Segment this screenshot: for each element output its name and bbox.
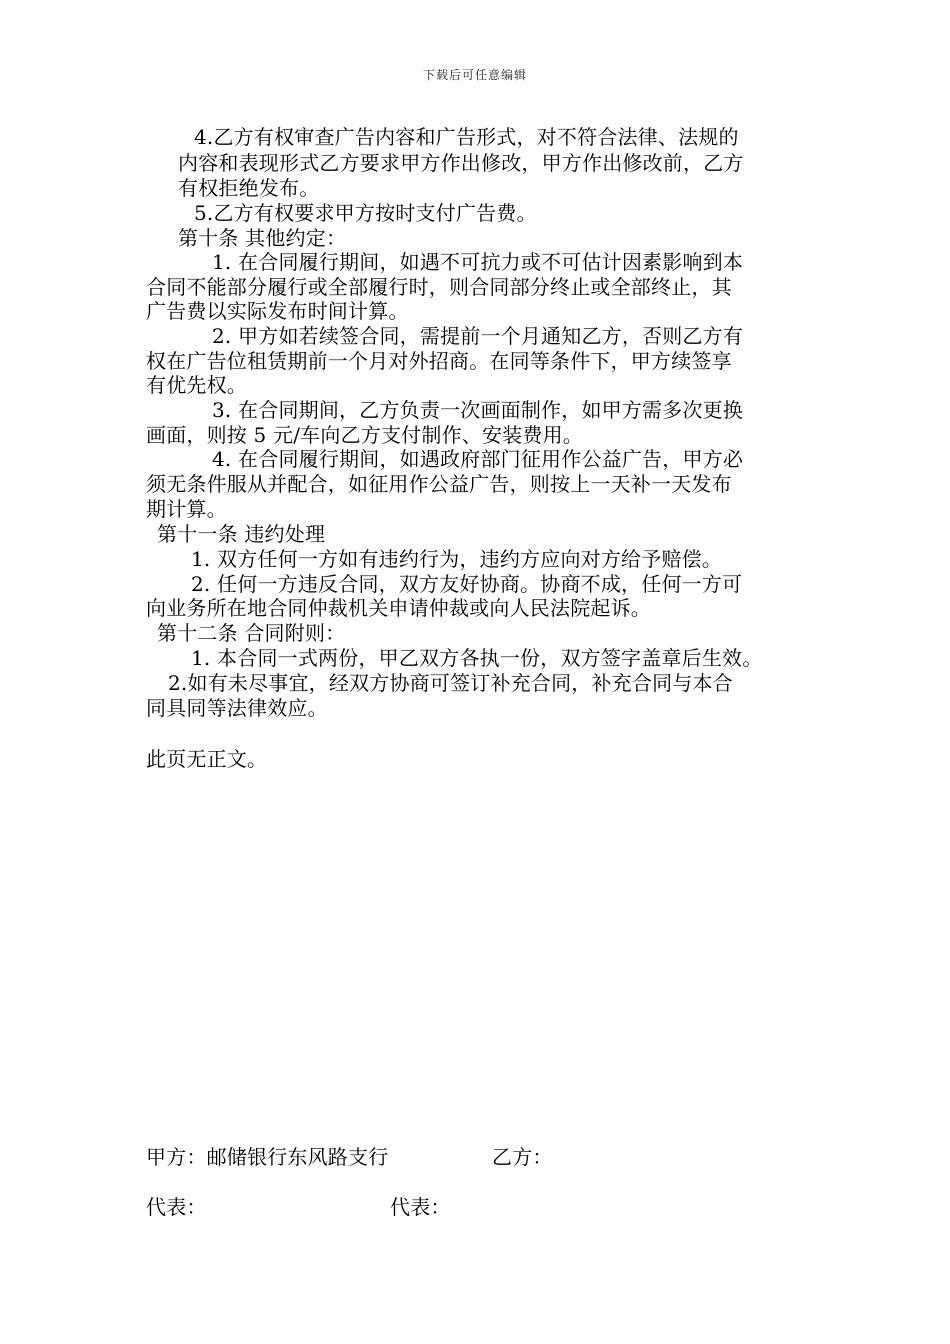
party-b-label: 乙方：: [492, 1145, 553, 1169]
clause-10-item-2-line-3: 有优先权。: [146, 373, 247, 397]
clause-9-item-4-line-3: 有权拒绝发布。: [178, 176, 320, 200]
clause-11-item-1-line-1: 1. 双方任何一方如有违约行为，违约方应向对方给予赔偿。: [191, 547, 723, 571]
party-a-label: 甲方：邮储银行东风路支行: [146, 1145, 389, 1169]
clause-9-item-5-line-1: 5.乙方有权要求甲方按时支付广告费。: [194, 201, 537, 225]
clause-10-item-4-line-2: 须无条件服从并配合，如征用作公益广告，则按上一天补一天发布: [146, 472, 732, 496]
clause-10-item-3-line-1: 3. 在合同期间，乙方负责一次画面制作，如甲方需多次更换: [212, 398, 744, 422]
clause-9-item-4-line-2: 内容和表现形式乙方要求甲方作出修改，甲方作出修改前，乙方: [178, 151, 744, 175]
clause-10-item-2-line-1: 2. 甲方如若续签合同，需提前一个月通知乙方，否则乙方有: [212, 324, 744, 348]
clause-9-item-4-line-1: 4.乙方有权审查广告内容和广告形式，对不符合法律、法规的: [194, 125, 739, 149]
clause-11-title: 第十一条 违约处理: [157, 522, 326, 546]
clause-10-title: 第十条 其他约定：: [178, 226, 347, 250]
party-a-representative-label: 代表：: [146, 1195, 207, 1219]
clause-10-item-4-line-1: 4. 在合同履行期间，如遇政府部门征用作公益广告，甲方必: [212, 447, 744, 471]
party-b-representative-label: 代表：: [390, 1195, 451, 1219]
clause-11-item-2-line-2: 向业务所在地合同仲裁机关申请仲裁或向人民法院起诉。: [146, 596, 651, 620]
clause-12-item-1-line-1: 1. 本合同一式两份，甲乙双方各执一份，双方签字盖章后生效。: [191, 646, 763, 670]
clause-12-item-2-line-2: 同具同等法律效应。: [146, 696, 328, 720]
clause-12-item-2-line-1: 2.如有未尽事宜，经双方协商可签订补充合同，补充合同与本合: [168, 671, 733, 695]
clause-12-title: 第十二条 合同附则：: [157, 621, 346, 645]
clause-10-item-1-line-3: 广告费以实际发布时间计算。: [146, 299, 409, 323]
clause-10-item-1-line-1: 1. 在合同履行期间，如遇不可抗力或不可估计因素影响到本: [212, 250, 744, 274]
page-header: 下载后可任意编辑: [422, 68, 527, 82]
clause-10-item-4-line-3: 期计算。: [146, 497, 227, 521]
clause-11-item-2-line-1: 2. 任何一方违反合同，双方友好协商。协商不成，任何一方可: [191, 572, 743, 596]
clause-10-item-2-line-2: 权在广告位租赁期前一个月对外招商。在同等条件下，甲方续签享: [146, 349, 732, 373]
no-text-note: 此页无正文。: [146, 747, 268, 771]
clause-10-item-1-line-2: 合同不能部分履行或全部履行时，则合同部分终止或全部终止，其: [146, 275, 732, 299]
clause-10-item-3-line-2: 画面，则按 5 元/车向乙方支付制作、安装费用。: [146, 423, 583, 447]
